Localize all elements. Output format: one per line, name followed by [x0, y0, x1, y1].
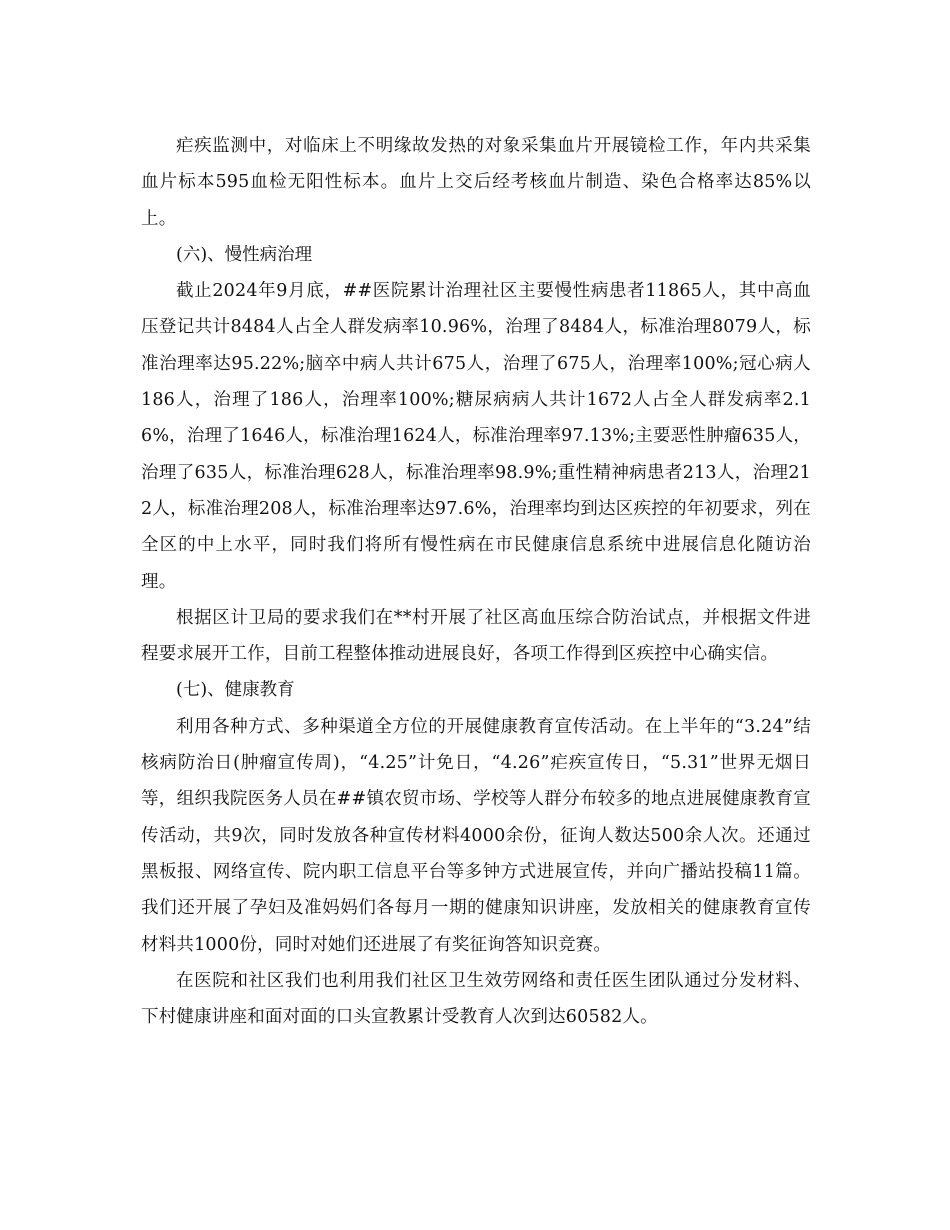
paragraph-health-education-activities: 利用各种方式、多种渠道全方位的开展健康教育宣传活动。在上半年的“3.24”结核病防治日(肿瘤宣传周)，“4.25”计免日，“4.26”疟疾宣传日，“5.31”世界无烟日等，组织我院医务人员在##镇农贸市场、学校等人群分布较多的地点进展健康教育宣传活动，共9次，同时发放各种宣传材料4000余份，征询人数达500余人次。还通过黑板报、网络宣传、院内职工信息平台等多钟方式进展宣传，并向广播站投稿11篇。我们还开展了孕妇及准妈妈们各每月一期的健康知识讲座，发放相关的健康教育宣传材料共1000份，同时对她们还进展了有奖征询答知识竞赛。: [141, 716, 811, 955]
section-heading-health-education: (七)、健康教育: [176, 680, 295, 701]
paragraph-malaria-monitoring: 疟疾监测中，对临床上不明缘故发热的对象采集血片开展镜检工作，年内共采集血片标本595血检无阳性标本。血片上交后经考核血片制造、染色合格率达85%以上。: [141, 136, 811, 229]
section-heading-chronic-disease: (六)、慢性病治理: [176, 244, 313, 265]
document-body: [141, 128, 811, 1035]
paragraph-chronic-disease-stats: 截止2024年9月底，##医院累计治理社区主要慢性病患者11865人，其中高血压登记共计8484人占全人群发病率10.96%，治理了8484人，标准治理8079人，标准治理率达95.22%;脑卒中病人共计675人，治理了675人，治理率100%;冠心病人186人，治理了186人，治理率100%;糖尿病病人共计1672人占全人群发病率2.16%，治理了1646人，标准治理1624人，标准治理率97.13%;主要恶性肿瘤635人，治理了635人，标准治理628人，标准治理率98.9%;重性精神病患者213人，治理212人，标准治理208人，标准治理率达97.6%，治理率均到达区疾控的年初要求，列在全区的中上水平，同时我们将所有慢性病在市民健康信息系统中进展信息化随访治理。: [141, 281, 811, 592]
paragraph-hypertension-pilot: 根据区计卫局的要求我们在**村开展了社区高血压综合防治试点，并根据文件进程要求展开工作，目前工程整体推动进展良好，各项工作得到区疾控中心确实信。: [141, 607, 811, 665]
paragraph-community-education: 在医院和社区我们也利用我们社区卫生效劳网络和责任医生团队通过分发材料、下村健康讲座和面对面的口头宣教累计受教育人次到达60582人。: [141, 970, 811, 1028]
